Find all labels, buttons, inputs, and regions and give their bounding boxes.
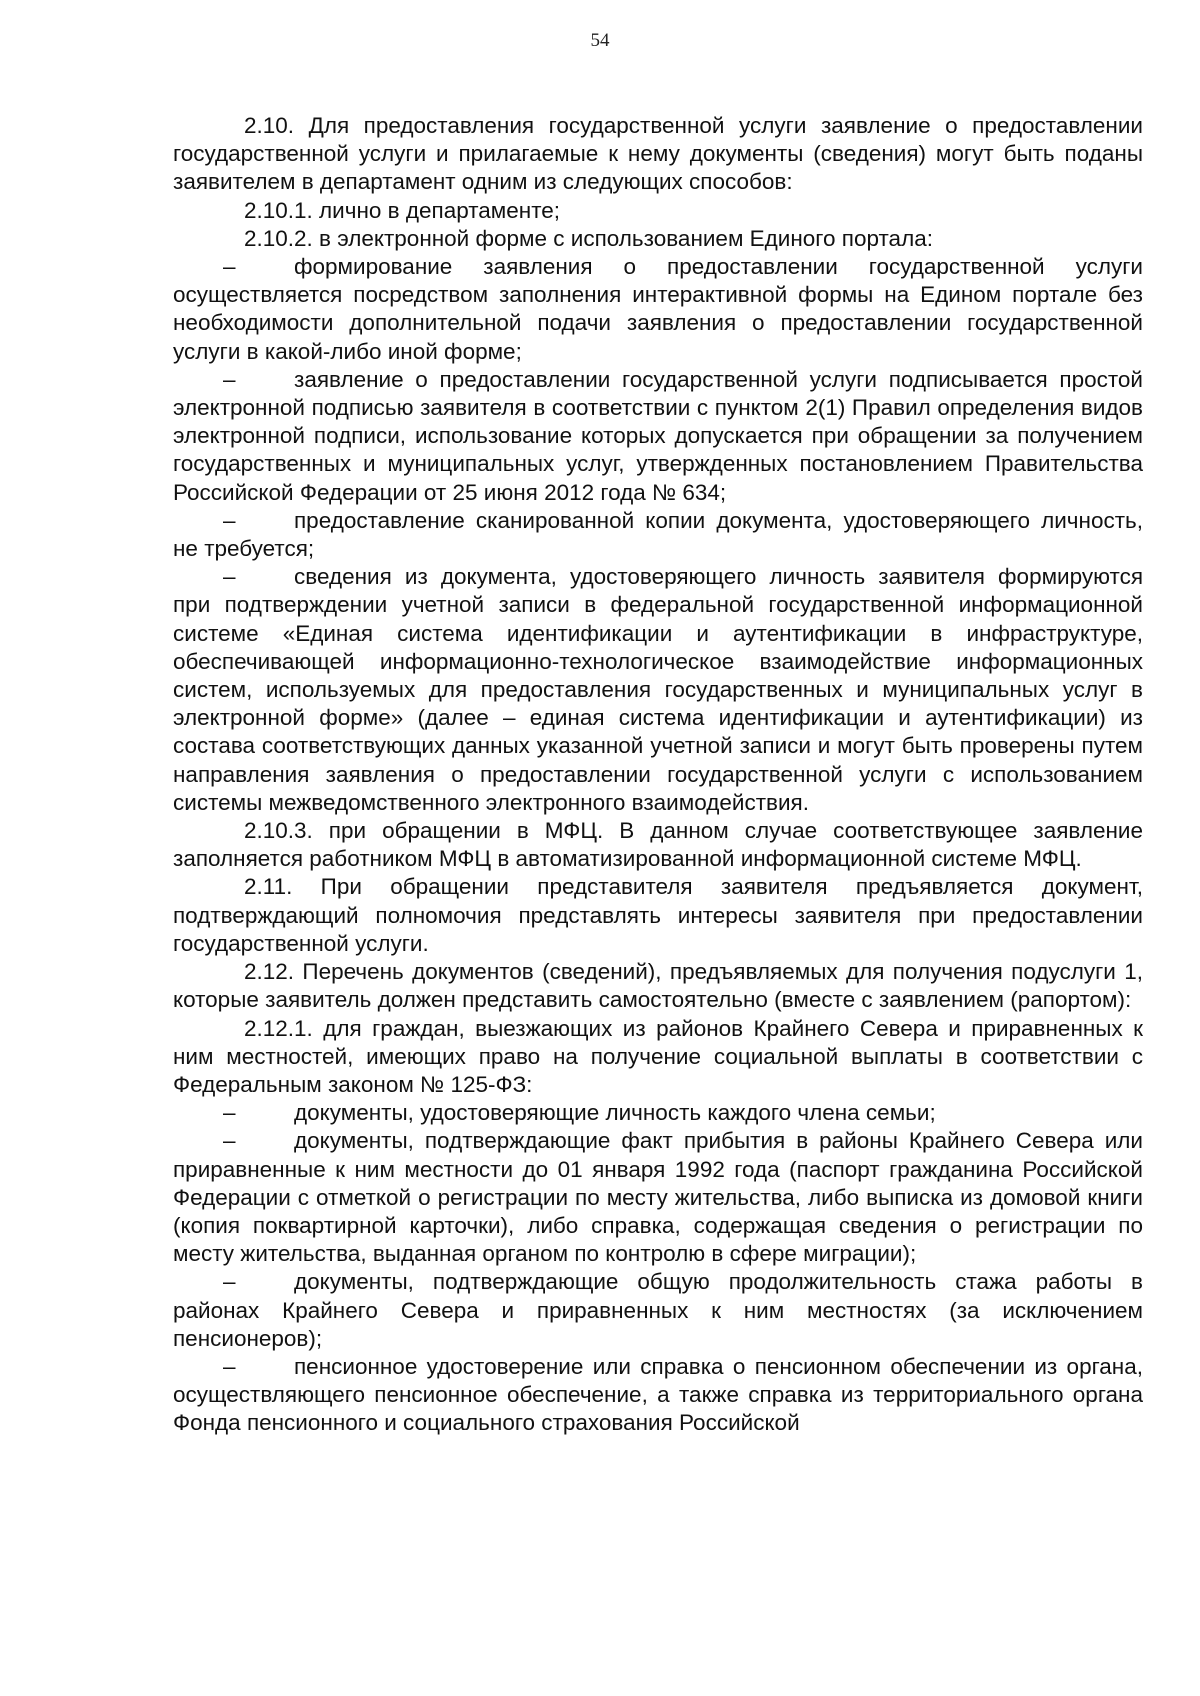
paragraph: 2.10.3. при обращении в МФЦ. В данном случае соответствующее заявление заполняется работником МФЦ в автоматизированной информационной системе МФЦ. bbox=[173, 818, 1143, 872]
list-item-text: заявление о предоставлении государственной услуги подписывается простой электронной подписью заявителя в соответствии с пунктом 2(1) Правил определения видов электронной подписи, использование которых допускается при обращении за получением государственных и муниципальных услуг, утвержденных постановлением Правительства Российской Федерации от 25 июня 2012 года № 634; bbox=[173, 366, 1143, 505]
list-item-dash: – bbox=[223, 254, 236, 280]
list-item-text: сведения из документа, удостоверяющего личность заявителя формируются при подтверждении учетной записи в федеральной государственной информационной системе «Единая система идентификации и аутентификации в инфраструктуре, обеспечивающей информационно-технологическое взаимодействие информационных систем, используемых для предоставления государственных и муниципальных услуг в электронной форме» (далее – единая система идентификации и аутентификации) из состава соответствующих данных указанной учетной записи и могут быть проверены путем направления заявления о предоставлении государственной услуги с использованием системы межведомственного электронного взаимодействия. bbox=[173, 564, 1143, 815]
list-item-dash: – bbox=[223, 1269, 236, 1295]
list-item-text: документы, удостоверяющие личность каждого члена семьи; bbox=[294, 1100, 936, 1126]
list-item bbox=[173, 1127, 1143, 1268]
list-item-text: предоставление сканированной копии документа, удостоверяющего личность, не требуется; bbox=[173, 507, 1143, 562]
page-number: 54 bbox=[590, 30, 610, 51]
list-item-text: пенсионное удостоверение или справка о пенсионном обеспечении из органа, осуществляющего пенсионное обеспечение, а также справка из территориального органа Фонда пенсионного и социального страхования Российской bbox=[173, 1353, 1143, 1436]
document-body bbox=[173, 112, 1143, 1438]
list-item bbox=[173, 366, 1143, 507]
list-item-dash: – bbox=[223, 1128, 236, 1154]
list-item-dash: – bbox=[223, 1100, 236, 1126]
list-item bbox=[173, 253, 1143, 366]
paragraph: 2.10.1. лично в департаменте; bbox=[244, 197, 561, 223]
list-item-text: документы, подтверждающие факт прибытия в районы Крайнего Севера или приравненные к ним местности до 01 января 1992 года (паспорт гражданина Российской Федерации с отметкой о регистрации по месту жительства, либо выписка из домовой книги (копия поквартирной карточки), либо справка, содержащая сведения о регистрации по месту жительства, выданная органом по контролю в сфере миграции); bbox=[173, 1128, 1143, 1267]
paragraph: 2.12. Перечень документов (сведений), предъявляемых для получения подуслуги 1, которые заявитель должен представить самостоятельно (вместе с заявлением (рапортом): bbox=[173, 959, 1143, 1013]
list-item bbox=[173, 1268, 1143, 1353]
paragraph: 2.12.1. для граждан, выезжающих из районов Крайнего Севера и приравненных к ним местностей, имеющих право на получение социальной выплаты в соответствии с Федеральным законом № 125-ФЗ: bbox=[173, 1015, 1143, 1097]
list-item-dash: – bbox=[223, 564, 236, 590]
list-item bbox=[173, 563, 1143, 817]
list-item bbox=[173, 1099, 1143, 1127]
list-item bbox=[173, 1353, 1143, 1438]
paragraph: 2.10. Для предоставления государственной услуги заявление о предоставлении государственной услуги и прилагаемые к нему документы (сведения) могут быть поданы заявителем в департамент одним из следующих способов: bbox=[173, 113, 1143, 195]
list-item-text: документы, подтверждающие общую продолжительность стажа работы в районах Крайнего Севера и приравненных к ним местностях (за исключением пенсионеров); bbox=[173, 1269, 1143, 1351]
list-item-dash: – bbox=[223, 507, 236, 533]
paragraph: 2.10.2. в электронной форме с использованием Единого портала: bbox=[244, 225, 933, 251]
list-item bbox=[173, 507, 1143, 563]
list-item-dash: – bbox=[223, 1353, 236, 1379]
list-item-text: формирование заявления о предоставлении государственной услуги осуществляется посредством заполнения интерактивной формы на Едином портале без необходимости дополнительной подачи заявления о предоставлении государственной услуги в какой-либо иной форме; bbox=[173, 254, 1143, 364]
paragraph: 2.11. При обращении представителя заявителя предъявляется документ, подтверждающий полномочия представлять интересы заявителя при предоставлении государственной услуги. bbox=[173, 874, 1143, 956]
list-item-dash: – bbox=[223, 366, 236, 392]
